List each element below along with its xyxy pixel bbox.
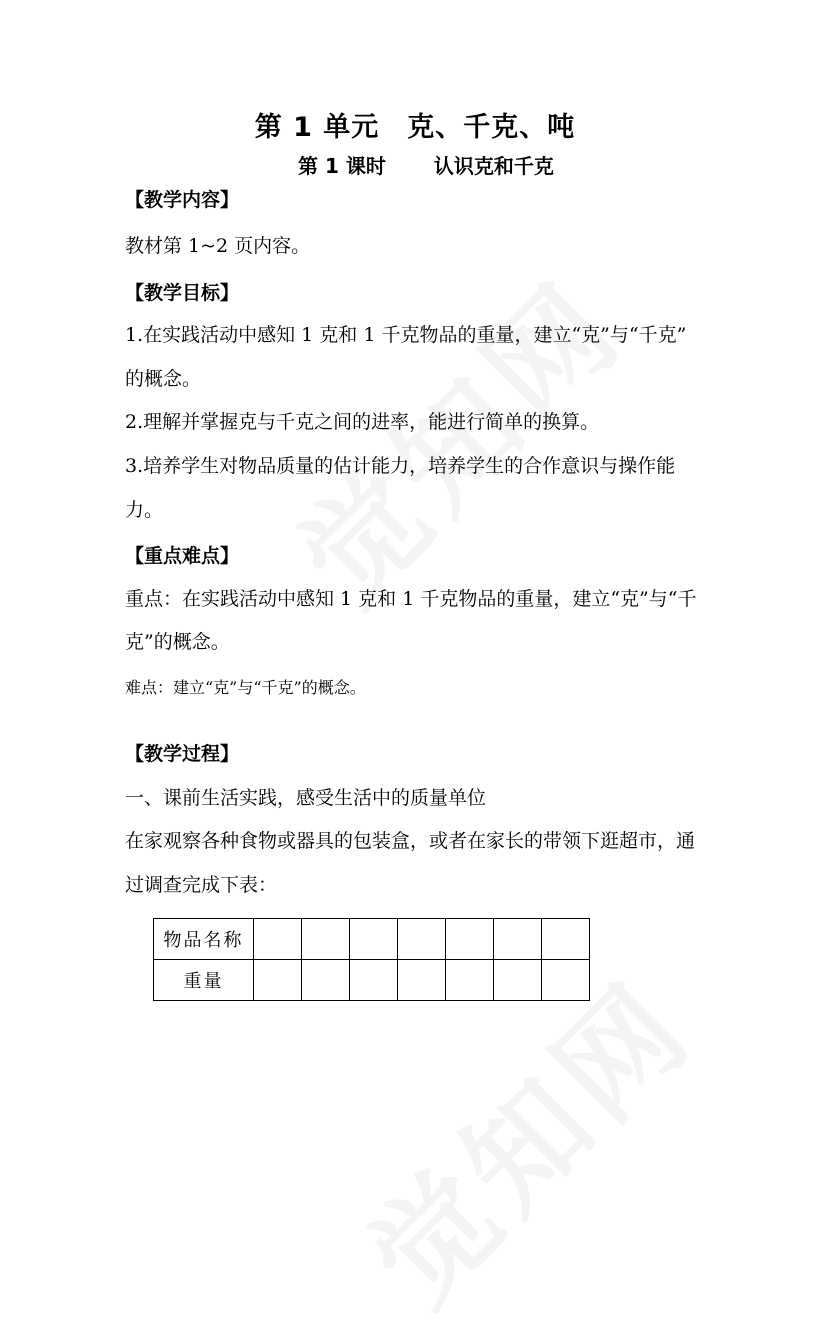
table-cell[interactable] xyxy=(302,919,350,960)
table-row xyxy=(154,960,590,1001)
key-point-line-1: 重点：在实践活动中感知 1 克和 1 千克物品的重量，建立“克”与“千 xyxy=(125,588,697,610)
goal-2: 2.理解并掌握克与千克之间的进率，能进行简单的换算。 xyxy=(125,411,600,433)
table-cell[interactable] xyxy=(494,919,542,960)
table-cell[interactable] xyxy=(350,960,398,1001)
goals-heading: 【教学目标】 xyxy=(125,282,240,304)
table-cell[interactable] xyxy=(446,960,494,1001)
table-cell[interactable] xyxy=(542,960,590,1001)
lesson-topic: 认识克和千克 xyxy=(433,154,554,178)
step-1-title: 一、课前生活实践，感受生活中的质量单位 xyxy=(125,787,487,809)
weight-label: 重量 xyxy=(154,960,254,1001)
lesson-subtitle xyxy=(298,150,554,179)
unit-title xyxy=(0,105,830,144)
watermark xyxy=(256,237,653,634)
table-cell[interactable] xyxy=(350,919,398,960)
key-point-line-2: 克”的概念。 xyxy=(125,631,230,653)
table-cell[interactable] xyxy=(398,919,446,960)
table-cell[interactable] xyxy=(398,960,446,1001)
lesson-number: 第 1 课时 xyxy=(298,154,386,178)
goal-3-line-2: 力。 xyxy=(125,499,164,521)
content-heading: 【教学内容】 xyxy=(125,189,240,211)
table-cell[interactable] xyxy=(446,919,494,960)
table-cell[interactable] xyxy=(254,960,302,1001)
goal-3-line-1: 3.培养学生对物品质量的估计能力，培养学生的合作意识与操作能 xyxy=(125,455,676,477)
table-cell[interactable] xyxy=(542,919,590,960)
item-name-label: 物品名称 xyxy=(154,919,254,960)
goal-1-line-1: 1.在实践活动中感知 1 克和 1 千克物品的重量，建立“克”与“千克” xyxy=(125,324,687,346)
step-1-line-1: 在家观察各种食物或器具的包装盒，或者在家长的带领下逛超市，通 xyxy=(125,830,696,852)
difficulty: 难点：建立“克”与“千克”的概念。 xyxy=(125,678,366,697)
keypoints-heading: 【重点难点】 xyxy=(125,545,240,567)
table-cell[interactable] xyxy=(302,960,350,1001)
table-cell[interactable] xyxy=(254,919,302,960)
goal-1-line-2: 的概念。 xyxy=(125,368,202,390)
unit-number: 第 1 单元 xyxy=(254,112,380,143)
table-row xyxy=(154,919,590,960)
unit-topic: 克、千克、吨 xyxy=(407,112,576,143)
content-text: 教材第 1~2 页内容。 xyxy=(125,235,311,257)
process-heading: 【教学过程】 xyxy=(125,743,240,765)
table-cell[interactable] xyxy=(494,960,542,1001)
survey-table xyxy=(153,918,590,1001)
step-1-line-2: 过调查完成下表： xyxy=(125,874,278,896)
